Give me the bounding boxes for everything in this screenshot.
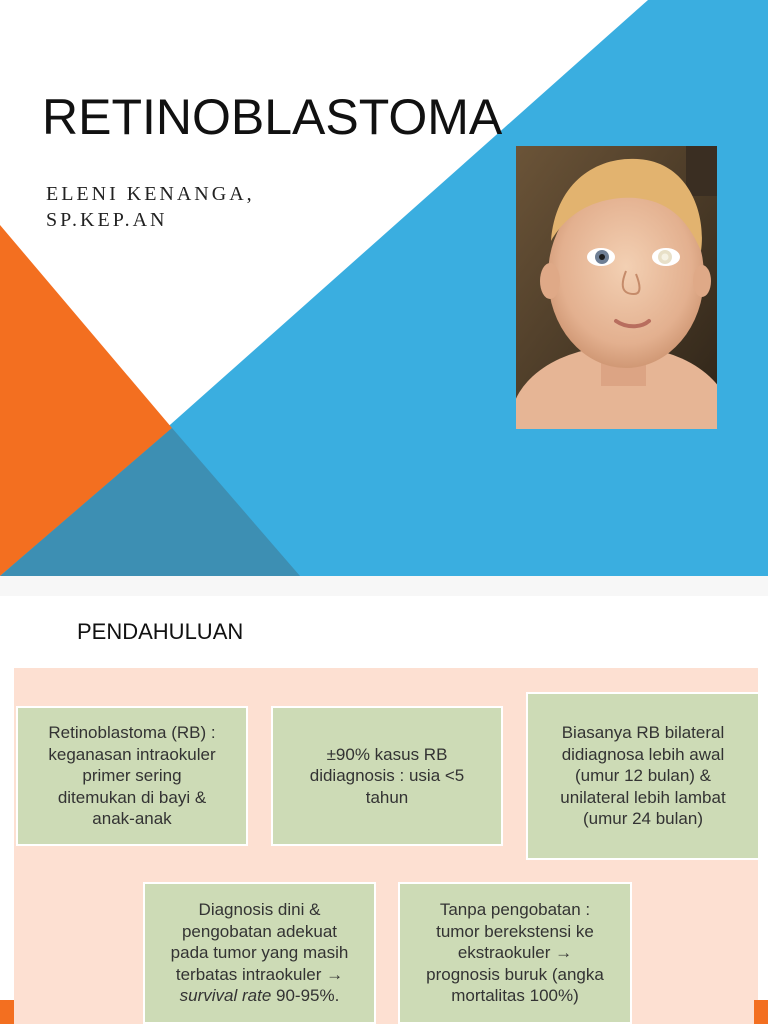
author-name: ELENI KENANGA, xyxy=(46,183,255,205)
box-text xyxy=(171,985,349,1007)
box-text: 90-95%. xyxy=(271,986,340,1006)
box-text: tumor berekstensi ke xyxy=(436,921,594,941)
info-box-definition xyxy=(16,706,248,846)
box-text: ekstraokuler xyxy=(457,943,551,963)
arrow-right-icon: → xyxy=(326,964,344,984)
child-photo-illustration xyxy=(516,146,717,429)
right-orange-accent xyxy=(754,1000,768,1024)
child-photo xyxy=(516,146,717,429)
box-text: tahun xyxy=(365,787,409,807)
box-text: ditemukan di bayi & xyxy=(57,787,207,807)
author-credential: SP.KEP.AN xyxy=(46,209,168,231)
box-text: prognosis buruk (angka xyxy=(426,964,604,984)
box-text: Tanpa pengobatan : xyxy=(439,900,591,920)
box-text: terbatas intraokuler xyxy=(175,964,322,984)
box-text: primer sering xyxy=(82,766,182,786)
info-box-age xyxy=(271,706,503,846)
box-text: Retinoblastoma (RB) : xyxy=(48,723,216,743)
box-text: (umur 12 bulan) & xyxy=(574,766,712,786)
arrow-right-icon: → xyxy=(555,943,573,963)
box-text: pengobatan adekuat xyxy=(181,921,338,941)
box-text: didiagnosis : usia <5 xyxy=(309,766,465,786)
slide-gap xyxy=(0,576,768,596)
info-box-early-diagnosis xyxy=(143,882,376,1024)
box-text: anak-anak xyxy=(92,809,172,829)
box-text: mortalitas 100%) xyxy=(451,986,579,1006)
box-text: Biasanya RB bilateral xyxy=(561,723,725,743)
box-text: Diagnosis dini & xyxy=(198,900,321,920)
box-text xyxy=(171,964,349,986)
info-box-untreated xyxy=(398,882,632,1024)
info-box-bilateral xyxy=(526,692,760,860)
box-text xyxy=(426,942,604,964)
box-text: unilateral lebih lambat xyxy=(560,787,726,807)
left-orange-accent xyxy=(0,1000,14,1024)
box-text: ±90% kasus RB xyxy=(326,744,448,764)
survival-rate-term: survival rate xyxy=(179,986,272,1006)
section-heading: PENDAHULUAN xyxy=(77,619,244,644)
box-text: pada tumor yang masih xyxy=(170,943,349,963)
introduction-slide xyxy=(0,596,768,1024)
box-text: didiagnosa lebih awal xyxy=(561,744,725,764)
box-text: keganasan intraokuler xyxy=(48,744,216,764)
author-subtitle xyxy=(46,181,376,233)
box-text: (umur 24 bulan) xyxy=(582,809,703,829)
slide-title: RETINOBLASTOMA xyxy=(42,89,503,145)
